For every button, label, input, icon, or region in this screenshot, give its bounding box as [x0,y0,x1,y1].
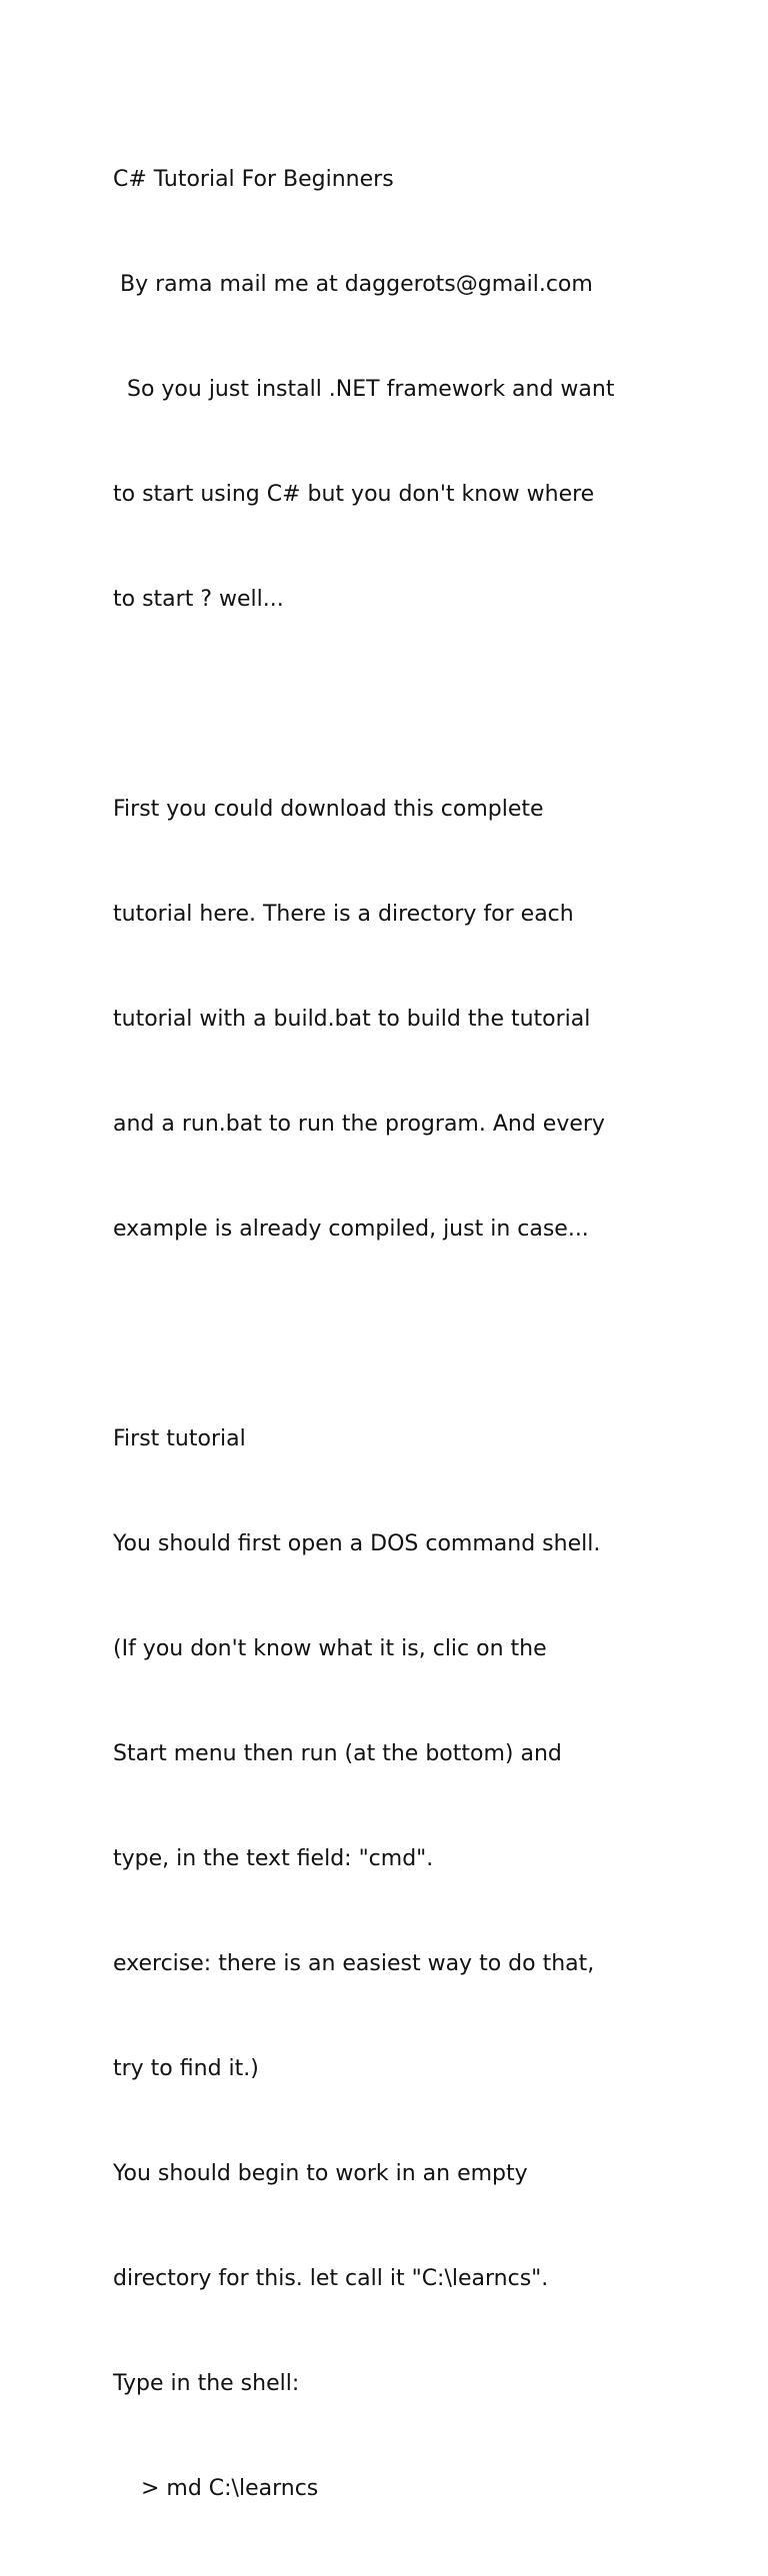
text-line: to start using C# but you don't know where [113,482,595,507]
text-line: tutorial with a build.bat to build the tutorial [113,1007,591,1032]
paragraph-gap [113,1316,673,1351]
document-body [113,92,673,2576]
text-line: First you could download this complete [113,797,544,822]
document-title: C# Tutorial For Beginners [113,167,394,192]
text-line: type, in the text field: "cmd". [113,1846,434,1871]
text-line: try to find it.) [113,2056,259,2081]
author-line: By rama mail me at daggerots@gmail.com [113,272,593,297]
text-line: and a run.bat to run the program. And every [113,1112,605,1137]
paragraph-gap [113,687,673,722]
text-line: (If you don't know what it is, clic on the [113,1636,547,1661]
text-line: to start ? well... [113,587,284,612]
text-line: You should begin to work in an empty [113,2161,528,2186]
command-line: > md C:\learncs [113,2476,319,2501]
text-line: Start menu then run (at the bottom) and [113,1741,562,1766]
text-line: exercise: there is an easiest way to do that, [113,1951,595,1976]
text-line: directory for this. let call it "C:\learncs". [113,2266,549,2291]
text-line: You should first open a DOS command shell. [113,1531,601,1556]
text-line: tutorial here. There is a directory for each [113,902,574,927]
text-line: So you just install .NET framework and want [113,377,615,402]
text-line: Type in the shell: [113,2371,300,2396]
section-heading: First tutorial [113,1426,246,1451]
text-line: example is already compiled, just in case... [113,1217,589,1242]
